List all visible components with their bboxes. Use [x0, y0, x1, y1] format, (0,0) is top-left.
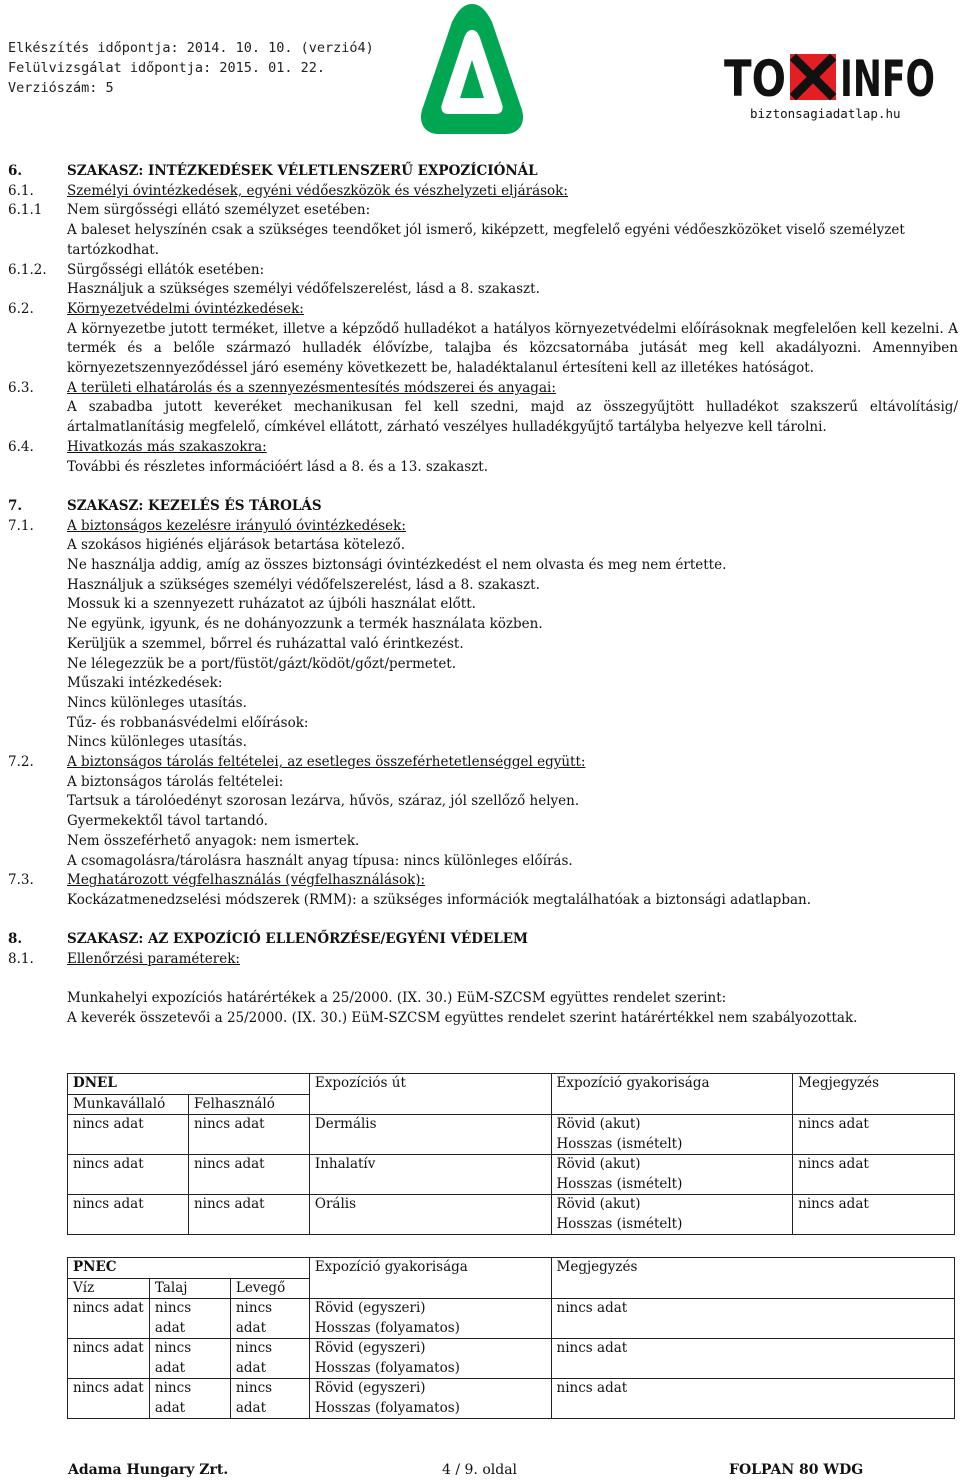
- paragraph: További és részletes információért lásd a 8. és a 13. szakaszt.: [67, 458, 489, 475]
- section-6-heading: [8, 162, 958, 182]
- frequency-short: Rövid (egyszeri): [314, 1340, 426, 1356]
- table-cell: Orális: [309, 1195, 551, 1235]
- list-item: Tartsuk a tárolóedényt szorosan lezárva, hűvös, száraz, jól szellőző helyen.: [67, 793, 580, 810]
- version-number: Verziószám: 5: [8, 80, 114, 96]
- list-item: Kerüljük a szemmel, bőrrel és ruházattal való érintkezést.: [67, 635, 464, 652]
- revised-date: Felülvizsgálat időpontja: 2015. 01. 22.: [8, 60, 325, 76]
- table-cell: nincs adat: [149, 1339, 230, 1379]
- frequency-short: Rövid (akut): [556, 1156, 641, 1172]
- svg-text:INFO: INFO: [840, 50, 935, 108]
- pnec-table: [67, 1257, 955, 1419]
- subsection-title: A biztonságos kezelésre irányuló óvintézkedések:: [67, 517, 406, 534]
- table-header: Megjegyzés: [551, 1258, 954, 1299]
- table-subheader: Felhasználó: [188, 1094, 309, 1115]
- subsection-title: A területi elhatárolás és a szennyezésmentesítés módszerei és anyagai:: [67, 379, 556, 396]
- subsection-number: 7.1.: [8, 517, 34, 534]
- paragraph: Munkahelyi expozíciós határértékek a 25/2000. (IX. 30.) EüM-SZCSM együttes rendelet szerint:: [67, 990, 727, 1007]
- table-cell: nincs adat: [793, 1195, 955, 1235]
- frequency-short: Rövid (akut): [556, 1116, 641, 1132]
- paragraph: Használjuk a szükséges személyi védőfelszerelést, lásd a 8. szakaszt.: [67, 281, 540, 298]
- table-cell: [551, 1195, 793, 1235]
- table-cell: nincs adat: [551, 1379, 954, 1419]
- list-item: A csomagolásra/tárolásra használt anyag típusa: nincs különleges előírás.: [67, 852, 573, 869]
- list-item: Ne lélegezzük be a port/füstöt/gázt/ködöt/gőzt/permetet.: [67, 655, 457, 672]
- table-header: Megjegyzés: [793, 1074, 955, 1115]
- subsection-6-4: [8, 438, 958, 458]
- dnel-table: [67, 1073, 955, 1235]
- page-header: [0, 0, 960, 150]
- table-cell: nincs adat: [68, 1339, 150, 1379]
- table-cell: nincs adat: [68, 1379, 150, 1419]
- table-subheader: Munkavállaló: [68, 1094, 189, 1115]
- paragraph: Kockázatmenedzselési módszerek (RMM): a szükséges információk megtalálhatóak a biztonsági adatlapban.: [67, 892, 811, 908]
- subsection-6-1-1: [8, 201, 958, 221]
- section-8-heading: [8, 930, 958, 950]
- table-cell: nincs adat: [68, 1299, 150, 1339]
- table-header: Expozíció gyakorisága: [309, 1258, 551, 1299]
- product-name: FOLPAN 80 WDG: [729, 1462, 864, 1478]
- table-cell: nincs adat: [230, 1339, 309, 1379]
- subsection-number: 6.4.: [8, 438, 34, 455]
- section-title: SZAKASZ: INTÉZKEDÉSEK VÉLETLENSZERŰ EXPOZÍCIÓNÁL: [67, 163, 538, 179]
- table-cell: nincs adat: [68, 1115, 189, 1155]
- table-header-row: [68, 1258, 955, 1279]
- page-number: 4 / 9. oldal: [442, 1462, 518, 1478]
- adama-logo: [412, 0, 532, 140]
- table-header: DNEL: [68, 1074, 310, 1095]
- subsection-title: Környezetvédelmi óvintézkedések:: [67, 300, 304, 317]
- frequency-long: Hosszas (ismételt): [556, 1135, 683, 1152]
- table-row: [68, 1299, 955, 1339]
- subsection-7-1: [8, 517, 958, 537]
- subsection-title: A biztonságos tárolás feltételei, az esetleges összeférhetetlenséggel együtt:: [67, 754, 586, 771]
- subsection-number: 6.2.: [8, 300, 34, 317]
- frequency-short: Rövid (egyszeri): [314, 1300, 426, 1316]
- subsection-title: Személyi óvintézkedések, egyéni védőeszközök és vészhelyzeti eljárások:: [67, 182, 568, 199]
- section-number: 8.: [8, 931, 23, 948]
- table-cell: nincs adat: [551, 1299, 954, 1339]
- table-cell: nincs adat: [230, 1379, 309, 1419]
- table-cell: Inhalatív: [309, 1155, 551, 1195]
- list-item: Ne használja addig, amíg az összes biztonsági óvintézkedést el nem olvasta és meg nem értette.: [67, 557, 727, 574]
- document-body: [8, 162, 958, 1029]
- frequency-long: Hosszas (folyamatos): [314, 1359, 460, 1376]
- company-name: Adama Hungary Zrt.: [68, 1462, 229, 1478]
- subsection-number: 6.3.: [8, 379, 34, 396]
- section-number: 6.: [8, 163, 23, 179]
- table-header-row: [68, 1074, 955, 1095]
- section-7-heading: [8, 497, 958, 517]
- subsection-number: 6.1.1: [8, 202, 43, 219]
- subsection-title: Hivatkozás más szakaszokra:: [67, 438, 267, 455]
- table-cell: [551, 1155, 793, 1195]
- paragraph: A környezetbe jutott terméket, illetve a képződő hulladékot a hatályos környezetvédelmi előírásoknak megfelelően kell kezelni. A termék és a belőle származó hulladék élővízbe, talajba és közcsatornába jutását meg kell akadályozni. Amennyiben környezetszennyeződéssel járó esemény következett be, haladéktalanul értesíteni kell az illetékes hatóságot.: [67, 320, 958, 377]
- subsection-6-1: [8, 182, 958, 202]
- list-item: Gyermekektől távol tartandó.: [67, 813, 268, 830]
- frequency-short: Rövid (akut): [556, 1196, 641, 1212]
- table-subheader: Levegő: [230, 1278, 309, 1299]
- table-cell: nincs adat: [188, 1115, 309, 1155]
- table-row: [68, 1379, 955, 1419]
- subsection-title: Ellenőrzési paraméterek:: [67, 951, 240, 968]
- table-cell: nincs adat: [188, 1195, 309, 1235]
- subsection-6-1-2: [8, 261, 958, 281]
- table-cell: [309, 1379, 551, 1419]
- paragraph: A szabadba jutott keveréket mechanikusan fel kell szedni, majd az összegyűjtött hulladékot szakszerű eltávolításig/ártalmatlanításig megfelelő, címkével ellátott, zárható veszélyes hulladékgyűjtő tartályba helyezve kell tárolni.: [67, 399, 958, 436]
- paragraph: A baleset helyszínén csak a szükséges teendőket jól ismerő, kiképzett, megfelelő egyéni védőeszközöket viselő személyzet tartózkodhat.: [67, 222, 905, 258]
- subsection-number: 7.2.: [8, 754, 34, 771]
- table-cell: [551, 1115, 793, 1155]
- list-item: Nincs különleges utasítás.: [67, 734, 247, 751]
- subsection-number: 8.1.: [8, 951, 34, 968]
- frequency-long: Hosszas (ismételt): [556, 1175, 683, 1192]
- subsection-title: Sürgősségi ellátók esetében:: [67, 261, 265, 278]
- list-item: Használjuk a szükséges személyi védőfelszerelést, lásd a 8. szakaszt.: [67, 576, 540, 593]
- section-number: 7.: [8, 497, 23, 514]
- section-title: SZAKASZ: AZ EXPOZÍCIÓ ELLENŐRZÉSE/EGYÉNI VÉDELEM: [67, 931, 529, 948]
- table-cell: Dermális: [309, 1115, 551, 1155]
- table-cell: nincs adat: [68, 1195, 189, 1235]
- list-item: Nincs különleges utasítás.: [67, 694, 247, 711]
- subsection-number: 6.1.2.: [8, 261, 47, 278]
- table-header: Expozíció gyakorisága: [551, 1074, 793, 1115]
- table-row: [68, 1155, 955, 1195]
- table-cell: nincs adat: [149, 1379, 230, 1419]
- subsection-title: Meghatározott végfelhasználás (végfelhasználások):: [67, 872, 426, 889]
- list-item: A biztonságos tárolás feltételei:: [67, 773, 284, 790]
- svg-text:TO: TO: [724, 50, 786, 108]
- subsection-number: 7.3.: [8, 872, 34, 889]
- table-cell: nincs adat: [188, 1155, 309, 1195]
- subsection-number: 6.1.: [8, 182, 34, 199]
- list-item: Mossuk ki a szennyezett ruházatot az újbóli használat előtt.: [67, 596, 476, 613]
- list-item: Műszaki intézkedések:: [67, 675, 223, 692]
- subsection-7-3: [8, 871, 958, 891]
- subsection-6-2: [8, 300, 958, 320]
- table-cell: [309, 1339, 551, 1379]
- table-subheader: Víz: [68, 1278, 150, 1299]
- table-cell: nincs adat: [793, 1115, 955, 1155]
- toxinfo-url: biztonsagiadatlap.hu: [750, 106, 901, 121]
- subsection-title: Nem sürgősségi ellátó személyzet esetében:: [67, 202, 371, 219]
- frequency-short: Rövid (egyszeri): [314, 1380, 426, 1396]
- table-row: [68, 1115, 955, 1155]
- section-title: SZAKASZ: KEZELÉS ÉS TÁROLÁS: [67, 497, 322, 514]
- paragraph: A keverék összetevői a 25/2000. (IX. 30.) EüM-SZCSM együttes rendelet szerint határértékkel nem szabályozottak.: [67, 1010, 858, 1027]
- list-item: Nem összeférhető anyagok: nem ismertek.: [67, 832, 360, 849]
- table-row: [68, 1195, 955, 1235]
- table-cell: nincs adat: [149, 1299, 230, 1339]
- subsection-7-2: [8, 753, 958, 773]
- list-item: A szokásos higiénés eljárások betartása kötelező.: [67, 537, 406, 554]
- created-date: Elkészítés időpontja: 2014. 10. 10. (verzió4): [8, 40, 374, 56]
- subsection-6-3: [8, 379, 958, 399]
- table-cell: nincs adat: [551, 1339, 954, 1379]
- table-cell: nincs adat: [793, 1155, 955, 1195]
- list-item: Ne együnk, igyunk, és ne dohányozzunk a termék használata közben.: [67, 616, 543, 633]
- table-subheader: Talaj: [149, 1278, 230, 1299]
- table-cell: [309, 1299, 551, 1339]
- frequency-long: Hosszas (folyamatos): [314, 1319, 460, 1336]
- subsection-8-1: [8, 950, 958, 970]
- list-item: Tűz- és robbanásvédelmi előírások:: [67, 714, 309, 731]
- table-row: [68, 1339, 955, 1379]
- table-cell: nincs adat: [68, 1155, 189, 1195]
- table-header: PNEC: [68, 1258, 310, 1279]
- frequency-long: Hosszas (folyamatos): [314, 1399, 460, 1416]
- table-cell: nincs adat: [230, 1299, 309, 1339]
- document-meta: [8, 38, 374, 98]
- frequency-long: Hosszas (ismételt): [556, 1215, 683, 1232]
- table-header: Expozíciós út: [309, 1074, 551, 1115]
